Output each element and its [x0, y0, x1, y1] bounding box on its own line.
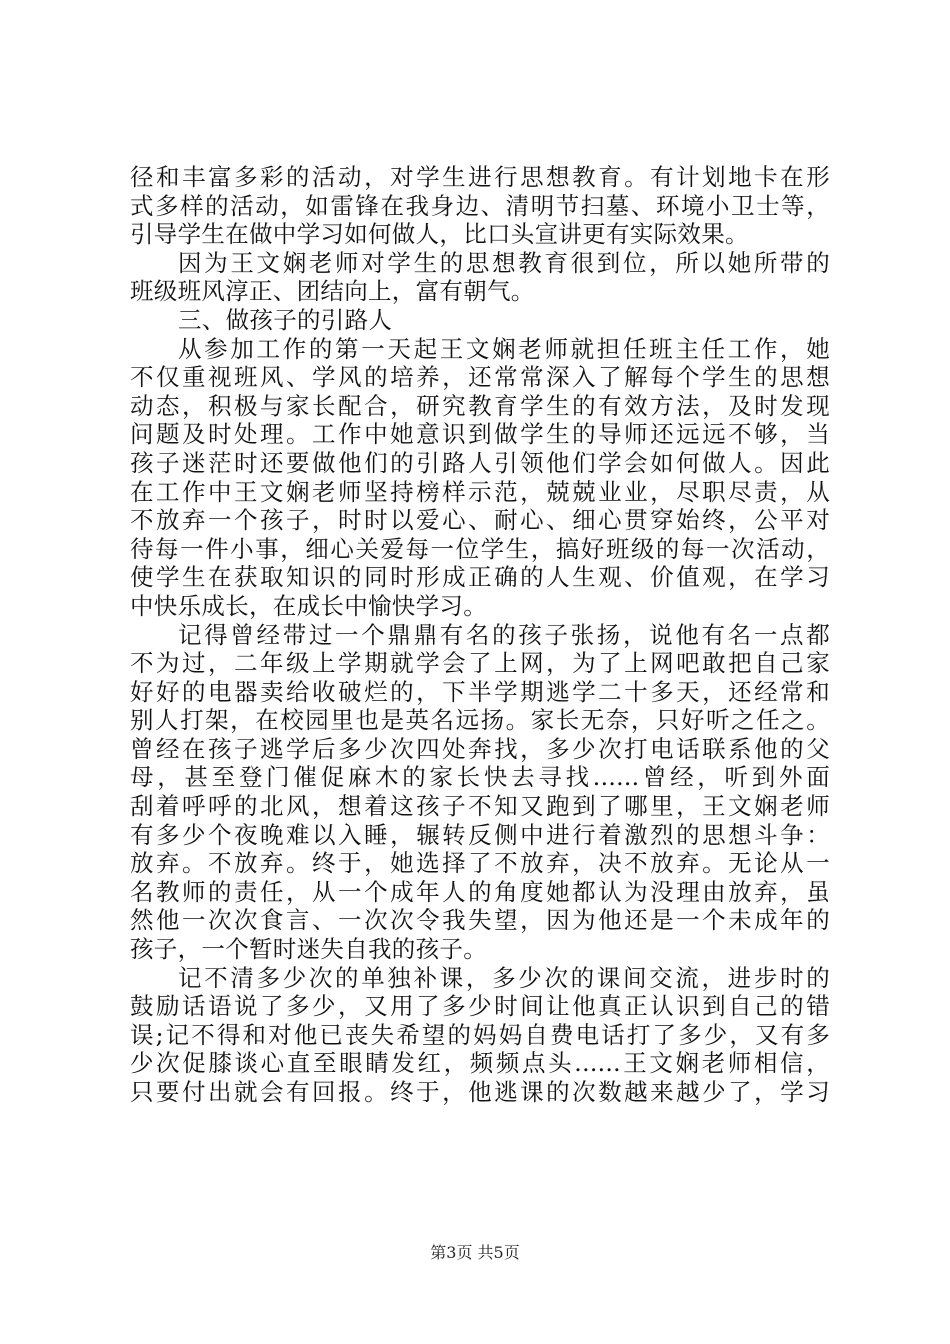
text-line: 记不清多少次的单独补课，多少次的课间交流，进步时的 — [178, 963, 830, 992]
text-line: 曾经在孩子逃学后多少次四处奔找，多少次打电话联系他的父 — [130, 734, 830, 763]
text-line: 因为王文娴老师对学生的思想教育很到位，所以她所带的 — [178, 248, 830, 277]
text-line: 别人打架，在校园里也是英名远扬。家长无奈，只好听之任之。 — [130, 706, 830, 735]
text-line: 鼓励话语说了多少，又用了多少时间让他真正认识到自己的错 — [130, 992, 830, 1021]
body-text — [130, 163, 830, 1107]
text-line: 有多少个夜晚难以入睡，辗转反侧中进行着激烈的思想斗争： — [130, 820, 830, 849]
text-line: 问题及时处理。工作中她意识到做学生的导师还远远不够，当 — [130, 420, 830, 449]
text-line: 中快乐成长，在成长中愉快学习。 — [130, 591, 487, 620]
text-line: 名教师的责任，从一个成年人的角度她都认为没理由放弃，虽 — [130, 877, 830, 906]
text-line: 记得曾经带过一个鼎鼎有名的孩子张扬，说他有名一点都 — [178, 620, 830, 649]
text-line: 径和丰富多彩的活动，对学生进行思想教育。有计划地卡在形 — [130, 163, 830, 191]
text-line: 待每一件小事，细心关爱每一位学生，搞好班级的每一次活动， — [130, 534, 830, 563]
text-line: 母，甚至登门催促麻木的家长快去寻找......曾经，听到外面 — [130, 763, 830, 792]
text-line: 少次促膝谈心直至眼睛发红，频频点头......王文娴老师相信， — [130, 1049, 830, 1078]
text-line: 放弃。不放弃。终于，她选择了不放弃，决不放弃。无论从一 — [130, 849, 830, 878]
text-line: 误;记不得和对他已丧失希望的妈妈自费电话打了多少，又有多 — [130, 1020, 830, 1049]
text-line: 好好的电器卖给收破烂的，下半学期逃学二十多天，还经常和 — [130, 677, 830, 706]
page-number: 第3页 共5页 — [430, 1243, 520, 1262]
text-line: 在工作中王文娴老师坚持榜样示范，兢兢业业，尽职尽责，从 — [130, 477, 830, 506]
text-line: 动态，积极与家长配合，研究教育学生的有效方法，及时发现 — [130, 391, 830, 420]
text-line: 从参加工作的第一天起王文娴老师就担任班主任工作，她 — [178, 334, 830, 363]
text-line: 使学生在获取知识的同时形成正确的人生观、价值观，在学习 — [130, 563, 830, 592]
text-line: 不仅重视班风、学风的培养，还常常深入了解每个学生的思想 — [130, 363, 830, 392]
text-line: 然他一次次食言、一次次令我失望，因为他还是一个未成年的 — [130, 906, 830, 935]
text-line: 刮着呼呼的北风，想着这孩子不知又跑到了哪里，王文娴老师 — [130, 792, 830, 821]
text-line: 只要付出就会有回报。终于，他逃课的次数越来越少了，学习 — [130, 1078, 830, 1106]
section-heading: 三、做孩子的引路人 — [178, 305, 393, 334]
text-line: 班级班风淳正、团结向上，富有朝气。 — [130, 277, 535, 306]
text-line: 孩子迷茫时还要做他们的引路人引领他们学会如何做人。因此 — [130, 448, 830, 477]
text-line: 式多样的活动，如雷锋在我身边、清明节扫墓、环境小卫士等， — [130, 191, 830, 220]
text-line: 孩子，一个暂时迷失自我的孩子。 — [130, 935, 487, 964]
text-line: 不放弃一个孩子，时时以爱心、耐心、细心贯穿始终，公平对 — [130, 506, 830, 535]
text-line: 引导学生在做中学习如何做人，比口头宣讲更有实际效果。 — [130, 220, 749, 249]
text-line: 不为过，二年级上学期就学会了上网，为了上网吧敢把自己家 — [130, 649, 830, 678]
